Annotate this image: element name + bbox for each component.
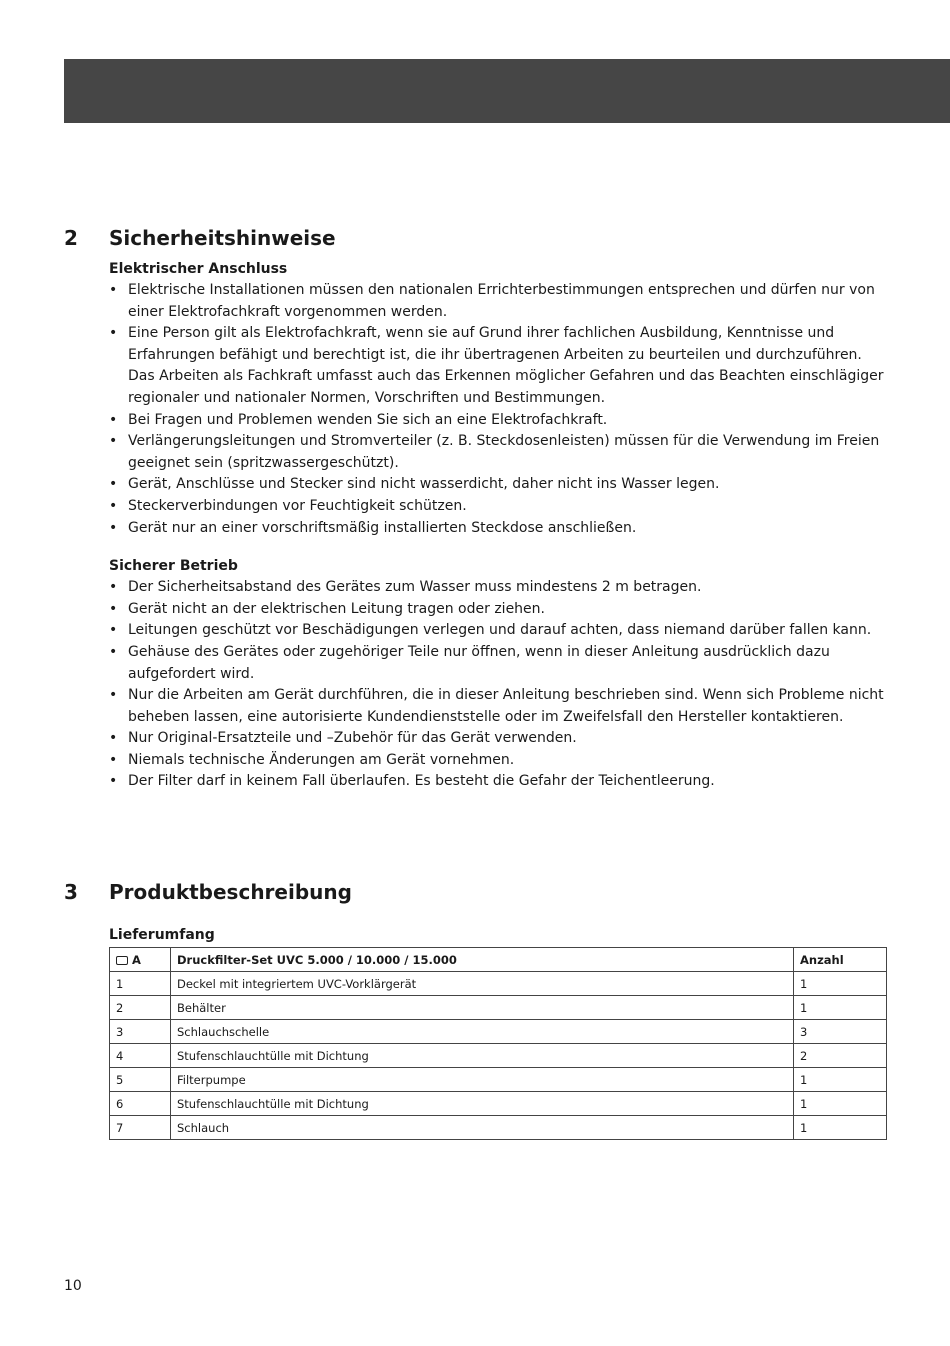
cell-desc: Deckel mit integriertem UVC-Vorklärgerät xyxy=(171,972,794,996)
section-product xyxy=(64,880,890,1140)
table-header-row xyxy=(110,948,887,972)
cell-desc: Stufenschlauchtülle mit Dichtung xyxy=(171,1044,794,1068)
cell-qty: 1 xyxy=(794,1068,887,1092)
section-heading xyxy=(64,226,890,250)
table-row xyxy=(110,1116,887,1140)
list-item: • Gerät nur an einer vorschriftsmäßig installierten Steckdose anschließen. xyxy=(109,518,890,540)
header-pos-label: A xyxy=(132,952,141,967)
cell-pos: 3 xyxy=(110,1020,171,1044)
list-item: • Bei Fragen und Problemen wenden Sie sich an eine Elektrofachkraft. xyxy=(109,410,890,432)
subheading-electrical: Elektrischer Anschluss xyxy=(109,261,288,277)
subheading-operation: Sicherer Betrieb xyxy=(109,558,238,575)
list-operation xyxy=(109,577,890,793)
list-item: • Der Sicherheitsabstand des Gerätes zum Wasser muss mindestens 2 m betragen. xyxy=(109,577,890,599)
table-body xyxy=(110,972,887,1140)
cell-desc: Filterpumpe xyxy=(171,1068,794,1092)
cell-pos: 1 xyxy=(110,972,171,996)
table-row xyxy=(110,1092,887,1116)
box-icon xyxy=(116,956,128,965)
table-row xyxy=(110,1020,887,1044)
list-item: • Elektrische Installationen müssen den nationalen Errichterbestimmungen entsprechen und dürfen nur von einer Elektrofachkraft vorgenommen werden. xyxy=(109,280,890,323)
section-heading xyxy=(64,880,890,904)
page-number: 10 xyxy=(64,1278,82,1294)
table-row xyxy=(110,1068,887,1092)
header-bar xyxy=(64,59,950,123)
list-item: • Nur die Arbeiten am Gerät durchführen, die in dieser Anleitung beschrieben sind. Wenn sich Probleme nicht beheben lassen, eine autorisierte Kundendienststelle oder im Zweifelsfall den Hersteller kontaktieren. xyxy=(109,685,890,728)
cell-pos: 5 xyxy=(110,1068,171,1092)
cell-qty: 2 xyxy=(794,1044,887,1068)
cell-qty: 3 xyxy=(794,1020,887,1044)
cell-desc: Schlauchschelle xyxy=(171,1020,794,1044)
list-item: • Gehäuse des Gerätes oder zugehöriger Teile nur öffnen, wenn in dieser Anleitung ausdrücklich dazu aufgefordert wird. xyxy=(109,642,890,685)
list-item: • Gerät nicht an der elektrischen Leitung tragen oder ziehen. xyxy=(109,599,890,621)
cell-qty: 1 xyxy=(794,972,887,996)
header-desc: Druckfilter-Set UVC 5.000 / 10.000 / 15.000 xyxy=(171,948,794,972)
section-safety xyxy=(64,226,890,793)
table-row xyxy=(110,996,887,1020)
table-row xyxy=(110,972,887,996)
list-electrical xyxy=(109,280,890,539)
section-title: Produktbeschreibung xyxy=(109,880,352,904)
list-item: • Steckerverbindungen vor Feuchtigkeit schützen. xyxy=(109,496,890,518)
list-item: • Leitungen geschützt vor Beschädigungen verlegen und darauf achten, dass niemand darüber fallen kann. xyxy=(109,620,890,642)
list-item: • Verlängerungsleitungen und Stromverteiler (z. B. Steckdosenleisten) müssen für die Verwendung im Freien geeignet sein (spritzwassergeschützt). xyxy=(109,431,890,474)
cell-qty: 1 xyxy=(794,996,887,1020)
list-item: • Gerät, Anschlüsse und Stecker sind nicht wasserdicht, daher nicht ins Wasser legen. xyxy=(109,474,890,496)
list-item: • Niemals technische Änderungen am Gerät vornehmen. xyxy=(109,750,890,772)
list-item: • Nur Original-Ersatzteile und –Zubehör für das Gerät verwenden. xyxy=(109,728,890,750)
cell-pos: 7 xyxy=(110,1116,171,1140)
cell-qty: 1 xyxy=(794,1092,887,1116)
section-title: Sicherheitshinweise xyxy=(109,226,336,250)
cell-desc: Schlauch xyxy=(171,1116,794,1140)
subheading-scope: Lieferumfang xyxy=(109,927,215,943)
cell-desc: Stufenschlauchtülle mit Dichtung xyxy=(171,1092,794,1116)
section-number: 3 xyxy=(64,880,78,904)
delivery-table xyxy=(109,947,887,1140)
cell-pos: 2 xyxy=(110,996,171,1020)
cell-pos: 4 xyxy=(110,1044,171,1068)
cell-qty: 1 xyxy=(794,1116,887,1140)
section-number: 2 xyxy=(64,226,78,250)
header-pos xyxy=(110,948,171,972)
cell-desc: Behälter xyxy=(171,996,794,1020)
table-row xyxy=(110,1044,887,1068)
cell-pos: 6 xyxy=(110,1092,171,1116)
header-qty: Anzahl xyxy=(794,948,887,972)
list-item: • Eine Person gilt als Elektrofachkraft, wenn sie auf Grund ihrer fachlichen Ausbildung, Kenntnisse und Erfahrungen befähigt und berechtigt ist, die ihr übertragenen Arbeiten zu beurteilen und durchzuführen. Das Arbeiten als Fachkraft umfasst auch das Erkennen möglicher Gefahren und das Beachten einschlägiger regionaler und nationaler Normen, Vorschriften und Bestimmungen. xyxy=(109,323,890,409)
list-item: • Der Filter darf in keinem Fall überlaufen. Es besteht die Gefahr der Teichentleerung. xyxy=(109,771,890,793)
